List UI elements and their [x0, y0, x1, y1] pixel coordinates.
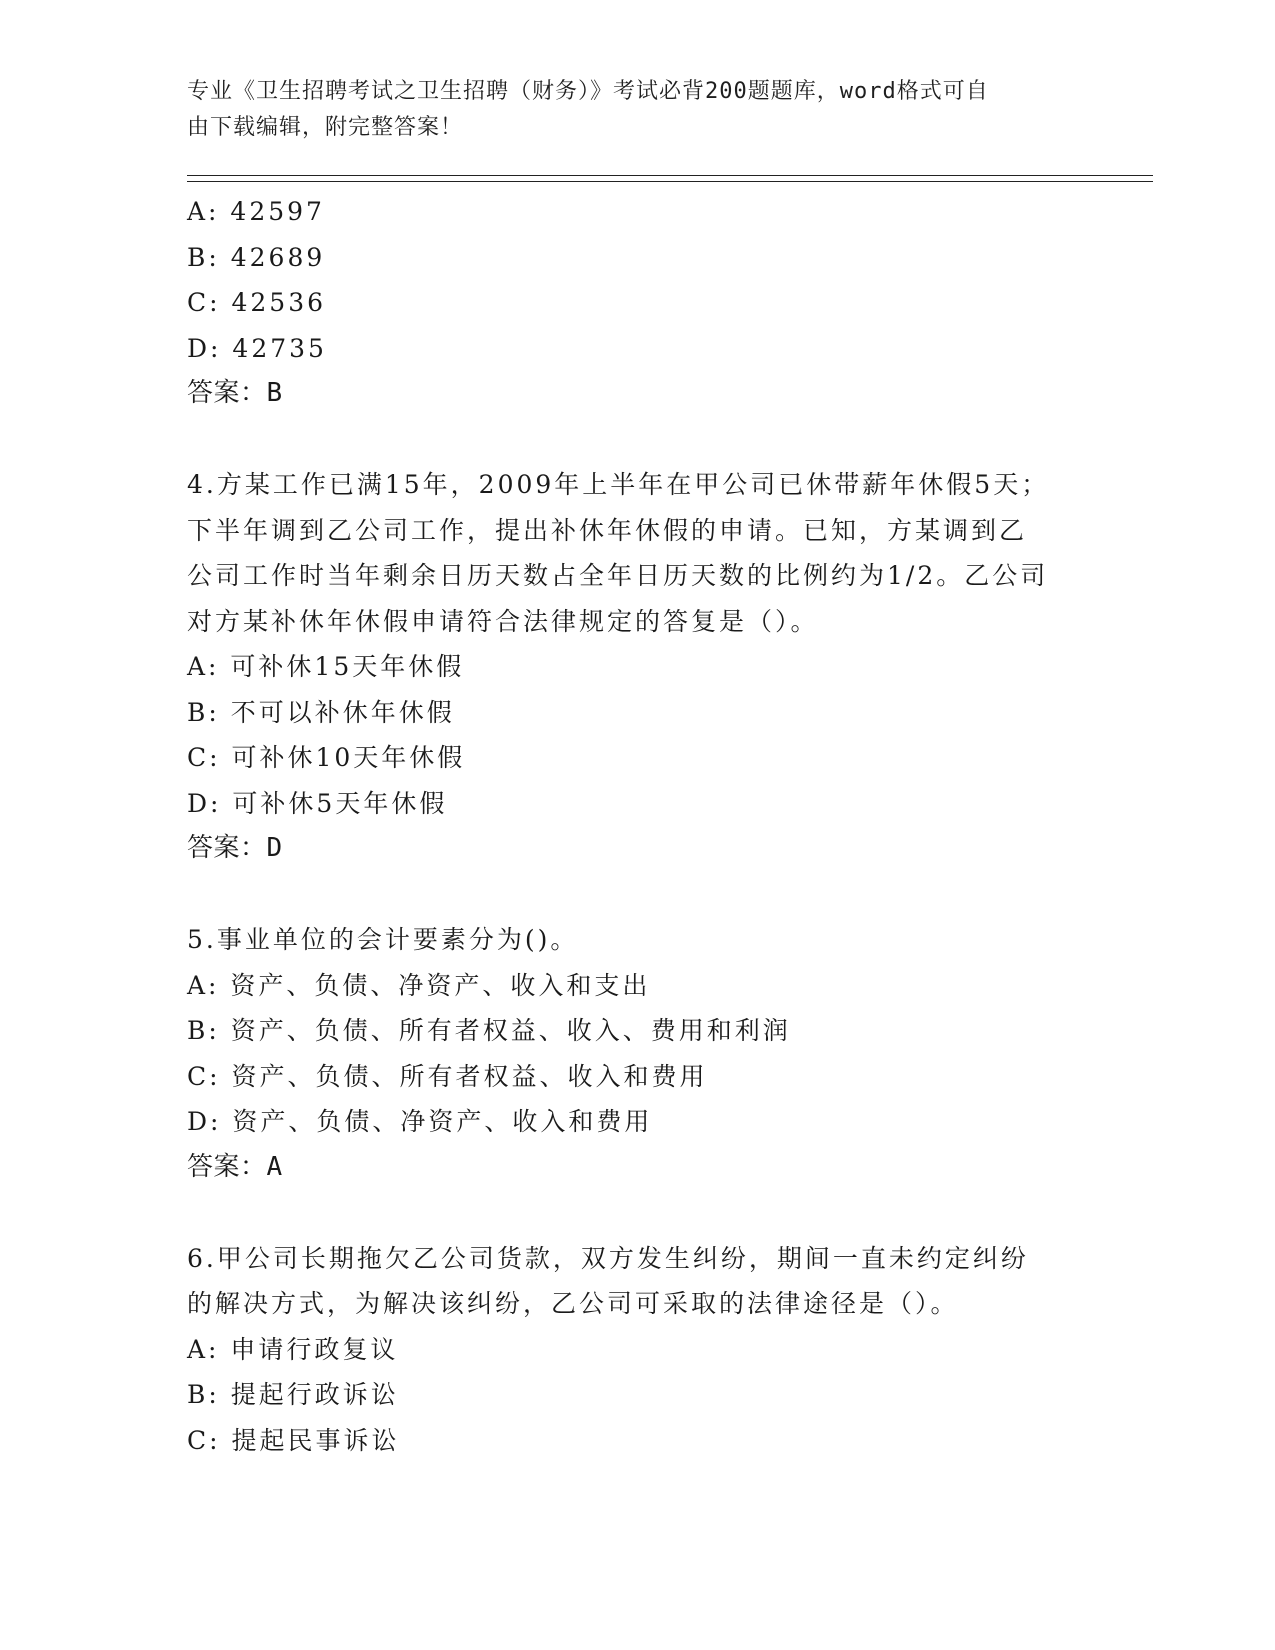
header-divider-top	[187, 175, 1153, 176]
question-text-line: 4.方某工作已满15年，2009年上半年在甲公司已休带薪年休假5天；	[187, 470, 1050, 499]
option-a: A: 42597	[187, 197, 325, 226]
option-b: B: 不可以补休年休假	[187, 697, 455, 727]
spacer	[187, 1190, 1087, 1236]
option-a: A: 申请行政复议	[187, 1334, 399, 1364]
question-text-line: 对方某补休年休假申请符合法律规定的答复是（）。	[187, 606, 819, 636]
document-header	[187, 74, 1067, 146]
option-d: D: 可补休5天年休假	[187, 788, 448, 818]
option-c: C: 资产、负债、所有者权益、收入和费用	[187, 1061, 708, 1091]
question-4	[187, 462, 1087, 872]
answer-line: 答案：A	[187, 1151, 283, 1182]
option-d: D: 资产、负债、净资产、收入和费用	[187, 1107, 653, 1136]
option-b: B: 提起行政诉讼	[187, 1380, 399, 1409]
option-a: A: 可补休15天年休假	[187, 652, 465, 681]
option-d: D: 42735	[187, 333, 327, 363]
option-c: C: 42536	[187, 288, 327, 317]
question-5	[187, 917, 1087, 1190]
question-text-line: 公司工作时当年剩余日历天数占全年日历天数的比例约为1/2。乙公司	[187, 561, 1049, 590]
option-c: C: 可补休10天年休假	[187, 743, 466, 772]
question-3	[187, 189, 1087, 417]
spacer	[187, 872, 1087, 918]
question-text-line: 5.事业单位的会计要素分为()。	[187, 925, 579, 954]
spacer	[187, 417, 1087, 463]
question-text-line: 6.甲公司长期拖欠乙公司货款，双方发生纠纷，期间一直未约定纠纷	[187, 1243, 1029, 1273]
option-c: C: 提起民事诉讼	[187, 1425, 400, 1455]
question-list	[187, 189, 1087, 1463]
header-line-1: 专业《卫生招聘考试之卫生招聘（财务）》考试必背200题题库，word格式可自	[187, 79, 989, 104]
question-text-line: 的解决方式，为解决该纠纷，乙公司可采取的法律途径是（）。	[187, 1289, 959, 1318]
header-line-2: 由下载编辑，附完整答案！	[187, 115, 464, 140]
question-6	[187, 1236, 1087, 1464]
answer-line: 答案：B	[187, 378, 283, 408]
question-text-line: 下半年调到乙公司工作，提出补休年休假的申请。已知，方某调到乙	[187, 515, 1028, 545]
option-a: A: 资产、负债、净资产、收入和支出	[187, 970, 651, 1000]
option-b: B: 资产、负债、所有者权益、收入、费用和利润	[187, 1016, 791, 1045]
answer-line: 答案：D	[187, 833, 283, 863]
option-b: B: 42689	[187, 242, 326, 272]
header-divider-bottom	[187, 181, 1153, 182]
